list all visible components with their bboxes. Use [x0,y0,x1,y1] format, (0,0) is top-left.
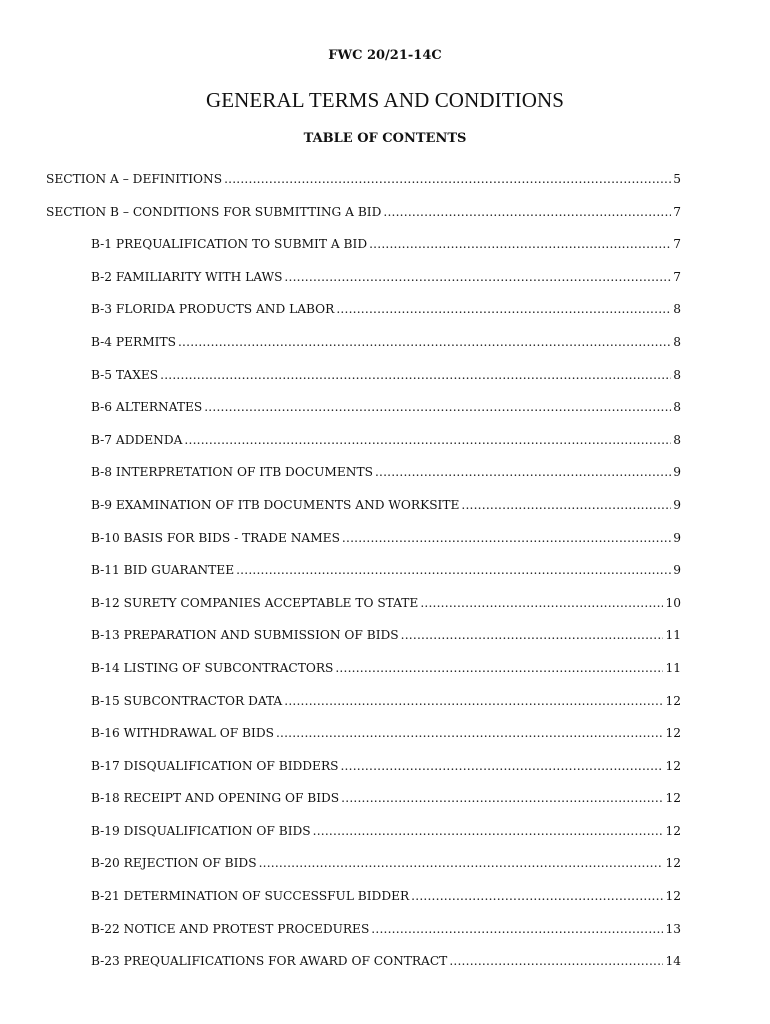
table-of-contents [0,166,770,981]
toc-dot-leader [313,818,664,844]
toc-entry[interactable] [0,525,770,558]
toc-entry-page-number: 9 [673,465,681,480]
toc-dot-leader [369,231,671,257]
toc-entry-label: B-1 PREQUALIFICATION TO SUBMIT A BID [91,237,368,252]
toc-entry[interactable] [0,362,770,395]
toc-entry-page-number: 7 [673,237,681,252]
toc-entry-page-number: 13 [665,921,681,936]
toc-dot-leader [336,296,671,322]
toc-entry[interactable] [0,753,770,786]
toc-entry-page-number: 8 [673,432,681,447]
toc-entry-label: B-22 NOTICE AND PROTEST PROCEDURES [91,921,370,936]
toc-entry-page-number: 9 [673,530,681,545]
toc-entry-label: SECTION B – CONDITIONS FOR SUBMITTING A BID [46,204,382,219]
toc-dot-leader [342,525,671,551]
toc-entry[interactable] [0,655,770,688]
toc-entry-page-number: 9 [673,563,681,578]
toc-entry-label: B-6 ALTERNATES [91,400,203,415]
toc-entry[interactable] [0,199,770,232]
toc-entry-label: B-8 INTERPRETATION OF ITB DOCUMENTS [91,465,373,480]
toc-entry[interactable] [0,622,770,655]
toc-entry[interactable] [0,231,770,264]
toc-dot-leader [383,199,671,225]
toc-entry[interactable] [0,296,770,329]
toc-entry[interactable] [0,785,770,818]
toc-entry-page-number: 8 [673,400,681,415]
toc-entry-label: B-9 EXAMINATION OF ITB DOCUMENTS AND WORKSITE [91,497,460,512]
toc-entry[interactable] [0,720,770,753]
toc-entry-label: SECTION A – DEFINITIONS [46,172,223,186]
toc-entry[interactable] [0,557,770,590]
toc-entry-page-number: 11 [665,628,681,643]
toc-entry-label: B-14 LISTING OF SUBCONTRACTORS [91,660,334,675]
toc-entry[interactable] [0,850,770,883]
toc-entry-label: B-23 PREQUALIFICATIONS FOR AWARD OF CONTRACT [91,954,448,969]
toc-dot-leader [276,720,664,746]
toc-entry[interactable] [0,948,770,981]
toc-entry-label: B-19 DISQUALIFICATION OF BIDS [91,823,311,838]
toc-entry-page-number: 12 [665,758,681,773]
toc-entry-label: B-17 DISQUALIFICATION OF BIDDERS [91,758,339,773]
toc-entry[interactable] [0,329,770,362]
toc-entry-page-number: 8 [673,334,681,349]
toc-entry-page-number: 12 [665,823,681,838]
toc-entry-page-number: 8 [673,367,681,382]
toc-entry[interactable] [0,166,770,199]
toc-entry-page-number: 12 [665,889,681,904]
toc-dot-leader [224,166,671,192]
toc-dot-leader [335,655,663,681]
toc-entry-label: B-5 TAXES [91,367,159,382]
toc-entry-label: B-12 SURETY COMPANIES ACCEPTABLE TO STATE [91,595,419,610]
toc-entry-page-number: 5 [673,172,681,186]
toc-entry-page-number: 14 [665,954,681,969]
toc-entry-page-number: 11 [665,660,681,675]
toc-entry-label: B-7 ADDENDA [91,432,183,447]
toc-dot-leader [284,264,671,290]
toc-entry-label: B-15 SUBCONTRACTOR DATA [91,693,283,708]
toc-entry-label: B-21 DETERMINATION OF SUCCESSFUL BIDDER [91,889,410,904]
toc-dot-leader [236,557,671,583]
toc-entry[interactable] [0,916,770,949]
document-title: GENERAL TERMS AND CONDITIONS [205,88,565,112]
toc-dot-leader [411,883,663,909]
toc-entry-label: B-16 WITHDRAWAL OF BIDS [91,726,274,741]
toc-entry[interactable] [0,590,770,623]
toc-entry-label: B-11 BID GUARANTEE [91,563,235,578]
toc-entry-page-number: 9 [673,497,681,512]
toc-entry-page-number: 8 [673,302,681,317]
toc-dot-leader [184,427,671,453]
toc-entry-label: B-2 FAMILIARITY WITH LAWS [91,269,283,284]
toc-entry[interactable] [0,492,770,525]
toc-entry-page-number: 10 [665,595,681,610]
toc-dot-leader [401,622,664,648]
toc-dot-leader [449,948,663,974]
toc-entry-label: B-20 REJECTION OF BIDS [91,856,257,871]
toc-entry-label: B-18 RECEIPT AND OPENING OF BIDS [91,791,340,806]
toc-entry[interactable] [0,459,770,492]
toc-dot-leader [160,362,671,388]
toc-dot-leader [178,329,671,355]
toc-dot-leader [371,916,663,942]
toc-dot-leader [341,785,663,811]
document-id: FWC 20/21-14C [328,48,442,63]
toc-entry-page-number: 7 [673,204,681,219]
toc-entry-page-number: 12 [665,791,681,806]
toc-entry-label: B-4 PERMITS [91,334,176,349]
toc-entry-page-number: 7 [673,269,681,284]
toc-entry-label: B-13 PREPARATION AND SUBMISSION OF BIDS [91,628,399,643]
toc-dot-leader [461,492,671,518]
toc-dot-leader [259,850,664,876]
toc-dot-leader [284,688,663,714]
toc-entry-page-number: 12 [665,856,681,871]
toc-dot-leader [375,459,671,485]
toc-entry[interactable] [0,427,770,460]
toc-dot-leader [204,394,671,420]
toc-entry[interactable] [0,688,770,721]
toc-heading: TABLE OF CONTENTS [303,131,467,146]
toc-entry-page-number: 12 [665,726,681,741]
toc-entry-label: B-3 FLORIDA PRODUCTS AND LABOR [91,302,335,317]
toc-entry[interactable] [0,883,770,916]
toc-entry[interactable] [0,394,770,427]
toc-entry-label: B-10 BASIS FOR BIDS - TRADE NAMES [91,530,340,545]
toc-entry[interactable] [0,264,770,297]
toc-dot-leader [340,753,663,779]
toc-dot-leader [420,590,663,616]
toc-entry-page-number: 12 [665,693,681,708]
toc-entry[interactable] [0,818,770,851]
